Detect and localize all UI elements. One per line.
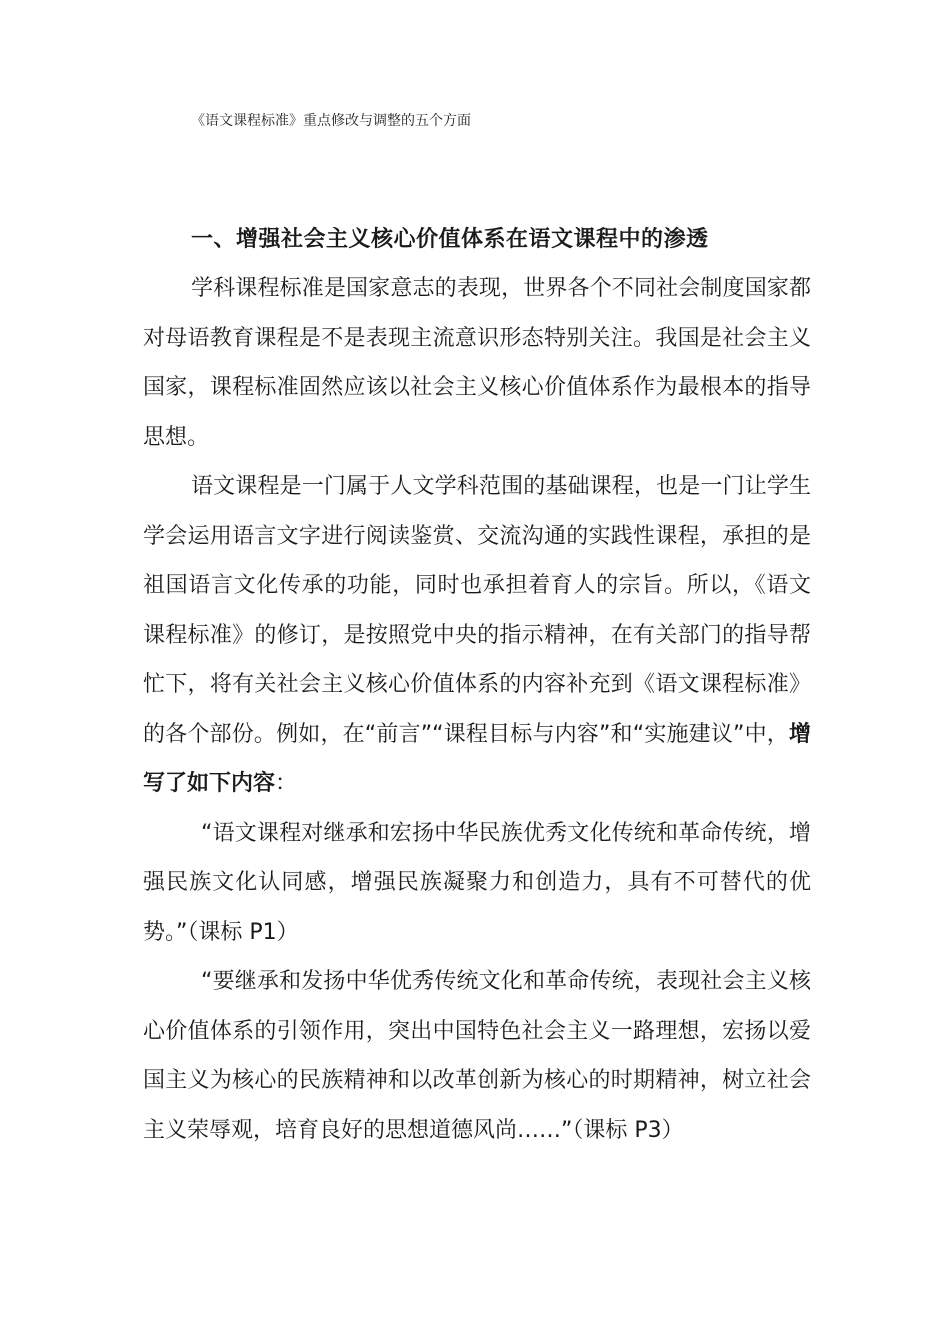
paragraph-2-text: 语文课程是一门属于人文学科范围的基础课程，也是一门让学生学会运用语言文字进行阅读鉴赏、交流沟通的实践性课程，承担的是祖国语言文化传承的功能，同时也承担着育人的宗旨。所以，《语文课程标准》的修订，是按照党中央的指示精神，在有关部门的指导帮忙下，将有关社会主义核心价值体系的内容补充到《语文课程标准》的各个部份。例如，在“前言”“课程目标与内容”和“实施建议”中， — [143, 474, 811, 747]
paragraph-2 — [143, 462, 811, 809]
quote-paragraph-1: “语文课程对继承和宏扬中华民族优秀文化传统和革命传统，增强民族文化认同感，增强民族凝聚力和创造力，具有不可替代的优势。”（课标 P1） — [143, 820, 811, 945]
section-heading: 一、增强社会主义核心价值体系在语文课程中的渗透 — [191, 227, 709, 252]
document-body — [143, 264, 811, 1155]
paragraph-1: 学科课程标准是国家意志的表现，世界各个不同社会制度国家都对母语教育课程是不是表现主流意识形态特别关注。我国是社会主义国家，课程标准固然应该以社会主义核心价值体系作为最根本的指导思想。 — [143, 276, 811, 450]
paragraph-2-trailing-text: ： — [275, 771, 298, 796]
quote-paragraph-2: “要继承和发扬中华优秀传统文化和革命传统，表现社会主义核心价值体系的引领作用，突出中国特色社会主义一路理想，宏扬以爱国主义为核心的民族精神和以改革创新为核心的时期精神，树立社会主义荣辱观，培育良好的思想道德风尚……”（课标 P3） — [143, 969, 811, 1143]
paragraph-2-bold-text: 增写了如下内容 — [143, 721, 811, 796]
document-header: 《语文课程标准》重点修改与调整的五个方面 — [191, 113, 471, 129]
